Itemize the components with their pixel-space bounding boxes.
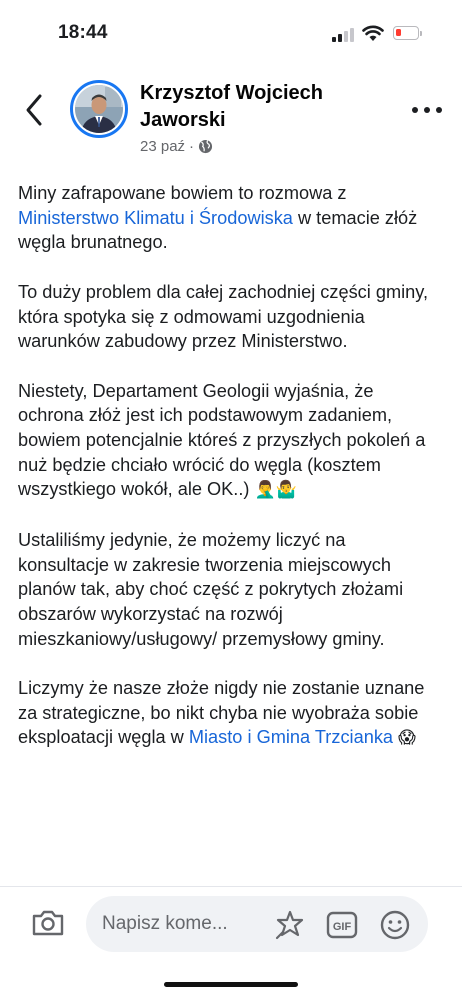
post-text	[18, 181, 438, 776]
post-date[interactable]: 23 paź	[140, 138, 186, 155]
chevron-left-icon[interactable]	[20, 90, 50, 130]
profile-photo	[75, 85, 123, 133]
meta-separator: ·	[189, 138, 195, 155]
battery-level	[396, 29, 401, 36]
status-bar	[0, 0, 462, 70]
wifi-icon	[362, 24, 384, 42]
smiley-icon[interactable]	[378, 908, 412, 942]
avatar[interactable]	[70, 80, 128, 138]
post-paragraph-5: Liczymy że nasze złoże nigdy nie zostanie uznane za strategiczne, bo nikt chyba nie wyobraża sobie eksploatacji węgla w Miasto i Gmina Trzcianka 😱	[18, 678, 425, 749]
globe-icon	[198, 139, 213, 154]
gif-button[interactable]	[326, 910, 358, 940]
post-paragraph-4: Ustaliliśmy jedynie, że możemy liczyć na konsultacje w zakresie tworzenia miejscowych planów tak, aby choć część z pokrytych złożami obszarów wykorzystać na rozwój mieszkaniowy/usługowy/ przemysłowy gminy.	[18, 529, 404, 649]
comment-input[interactable]	[102, 896, 272, 952]
battery-icon	[393, 26, 419, 40]
gif-frame	[326, 910, 358, 940]
post-paragraph-2: To duży problem dla całej zachodniej części gminy, która spotyka się z odmowami uzgodnienia warunków zabudowy przez Ministerstwo.	[18, 281, 429, 352]
camera-icon[interactable]	[30, 907, 66, 939]
battery-tip	[420, 31, 422, 36]
scream-emoji: 😱	[398, 728, 416, 749]
sticker-icon[interactable]	[273, 908, 307, 942]
comment-box	[86, 896, 428, 952]
post-paragraph-1: Miny zafrapowane bowiem to rozmowa z Ministerstwo Klimatu i Środowiska w temacie złóż węgla brunatnego.	[18, 183, 418, 253]
trzcianka-link[interactable]: Miasto i Gmina Trzcianka	[188, 727, 394, 748]
post-paragraph-3: Niestety, Departament Geologii wyjaśnia, że ochrona złóż jest ich podstawowym zadaniem, bowiem potencjalnie któreś z przyszłych pokoleń a nuż będzie chciało wrócić do węgla (kosztem wszystkiego wokół, ale OK..) 🤦‍♂️🤷‍♂️	[18, 380, 426, 501]
post-meta	[140, 138, 213, 155]
gif-label: GIF	[332, 921, 352, 933]
author-name[interactable]: Krzysztof Wojciech Jaworski	[140, 82, 323, 131]
home-indicator	[164, 982, 298, 987]
ministerstwo-link[interactable]: Ministerstwo Klimatu i Środowiska	[18, 207, 293, 228]
ellipsis-icon[interactable]	[410, 100, 444, 120]
facepalm-shrug-emoji: 🤦‍♂️🤷‍♂️	[254, 480, 297, 501]
status-time: 18:44	[58, 22, 108, 43]
cellular-signal-icon	[332, 26, 356, 42]
